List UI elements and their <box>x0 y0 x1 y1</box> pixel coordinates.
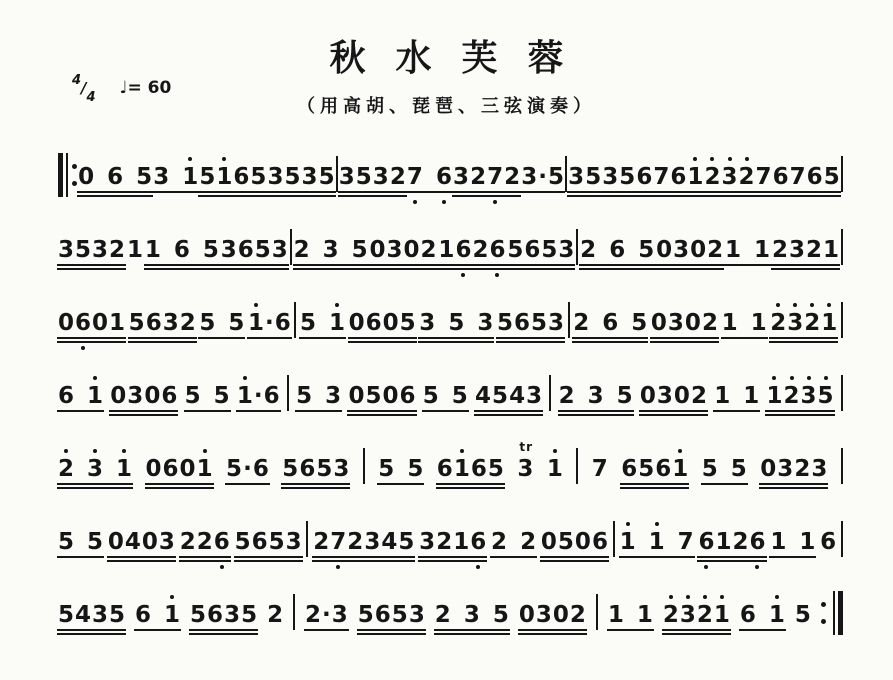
beam-underline <box>771 264 840 266</box>
beam-underline <box>220 268 289 270</box>
octave-dot-low <box>81 346 85 350</box>
note-group: 0 3 0 2 <box>656 237 723 263</box>
note-group: 0 3 0 6 <box>110 383 177 409</box>
note-group: 1 6 2 6 <box>438 237 505 263</box>
beam-underline <box>368 268 437 270</box>
beam-underline <box>639 410 708 412</box>
beam-underline <box>619 556 695 558</box>
note-group: 5 <box>794 601 811 628</box>
barline <box>576 229 578 265</box>
note-group: 5 6 3 2 <box>129 310 196 336</box>
beam-underline <box>769 556 816 558</box>
note-group: 7 <box>591 455 608 482</box>
note-group: 3 2 1 6 <box>419 529 486 555</box>
beam-underline <box>338 191 407 193</box>
score-line-1 <box>58 140 843 213</box>
beam-underline <box>765 410 834 412</box>
repeat-end-sign <box>821 591 843 635</box>
note-group: 5 6 5 3 <box>507 237 574 263</box>
note-group: 1 <box>126 236 143 263</box>
beam-underline <box>418 337 494 339</box>
beam-underline <box>635 195 704 197</box>
note-group: 6 1 <box>740 602 785 628</box>
beam-underline <box>347 410 416 412</box>
note-group: 2 3 5 <box>435 602 509 628</box>
beam-underline <box>655 264 724 266</box>
note-group: 5 5 <box>423 383 468 409</box>
beam-underline <box>406 191 453 193</box>
note-group: 5 1 6 5 <box>199 164 266 190</box>
note-group: 1 1 <box>714 383 759 409</box>
barline <box>576 448 578 484</box>
note-group: 5 5 <box>199 310 244 336</box>
octave-dot-high <box>775 595 779 599</box>
beam-underline <box>558 410 634 412</box>
note-group: 1 6 5 <box>145 237 219 263</box>
beam-underline <box>293 268 369 270</box>
octave-dot-high <box>553 449 557 453</box>
beam-underline <box>347 414 416 416</box>
beam-underline <box>77 191 153 193</box>
beam-underline <box>57 264 126 266</box>
beam-underline <box>452 191 521 193</box>
note-group: 2 3 1 <box>58 456 132 482</box>
octave-dot-high <box>669 595 673 599</box>
note-group: 2 3 2 1 <box>663 602 730 628</box>
octave-dot-high <box>655 522 659 526</box>
octave-dot-low <box>755 565 759 569</box>
beam-underline <box>713 410 760 412</box>
note-group: 1 <box>547 456 563 482</box>
beam-underline <box>348 341 417 343</box>
beam-underline <box>540 560 609 562</box>
beam-underline <box>281 487 350 489</box>
beam-underline <box>293 264 369 266</box>
octave-dot-high <box>710 157 714 161</box>
note-group: 1 · 6 <box>237 383 280 409</box>
barline <box>294 302 296 338</box>
octave-dot-high <box>790 376 794 380</box>
note-group: 5 1 <box>300 310 345 336</box>
octave-dot-high <box>776 303 780 307</box>
note-group: 2 <box>267 601 284 628</box>
beam-underline <box>107 556 176 558</box>
barline <box>363 448 365 484</box>
beam-underline <box>198 191 267 193</box>
beam-underline <box>368 264 437 266</box>
beam-underline <box>198 337 245 339</box>
beam-underline <box>57 268 126 270</box>
beam-underline <box>225 483 270 485</box>
note-group: 2 3 2 7 <box>704 164 771 190</box>
beam-underline <box>107 560 176 562</box>
octave-dot-high <box>222 157 226 161</box>
beam-underline <box>721 337 768 339</box>
beam-underline <box>247 337 292 339</box>
barline <box>290 229 292 265</box>
beam-underline <box>57 483 133 485</box>
octave-dot-low <box>336 565 340 569</box>
beam-underline <box>759 487 828 489</box>
note-group: 5 6 5 3 <box>282 456 349 482</box>
beam-underline <box>152 191 199 193</box>
beam-underline <box>128 341 197 343</box>
barline <box>293 594 295 630</box>
beam-underline <box>650 337 719 339</box>
beam-underline <box>377 483 424 485</box>
beam-underline <box>267 195 336 197</box>
repeat-start-sign <box>58 153 77 197</box>
beam-underline <box>474 414 543 416</box>
beam-underline <box>220 264 289 266</box>
barline <box>841 375 843 411</box>
note-group: 0 5 0 6 <box>541 529 608 555</box>
beam-underline <box>772 195 841 197</box>
score-line-7 <box>58 578 843 651</box>
octave-dot-low <box>413 200 417 204</box>
score <box>58 140 843 651</box>
beam-underline <box>348 337 417 339</box>
octave-dot-high <box>188 157 192 161</box>
beam-underline <box>418 560 487 562</box>
note-group: 6 7 6 1 <box>636 164 703 190</box>
note-group: 3 6 5 3 <box>221 237 288 263</box>
score-line-3 <box>58 286 843 359</box>
octave-dot-high <box>703 595 707 599</box>
note-group: 2 6 5 <box>580 237 654 263</box>
note-group: 2 6 5 <box>573 310 647 336</box>
instrumentation-note: （用高胡、琵琶、三弦演奏） <box>297 96 596 117</box>
note-group: 6 5 6 1 <box>621 456 688 482</box>
beam-underline <box>703 191 772 193</box>
octave-dot-high <box>720 595 724 599</box>
beam-underline <box>572 341 648 343</box>
note-group: 1 1 <box>722 310 767 336</box>
beam-underline <box>422 410 469 412</box>
note-group: 1 2 3 5 <box>766 383 833 409</box>
note-group: 3 5 3 5 <box>268 164 335 190</box>
beam-underline <box>635 191 704 193</box>
beam-underline <box>57 487 133 489</box>
beam-underline <box>312 560 415 562</box>
note-group: 2 · 3 <box>305 602 348 628</box>
octave-dot-high <box>824 376 828 380</box>
beam-underline <box>134 629 181 631</box>
note-group: 3 2 7 2 <box>453 164 520 190</box>
note-group: 6 1 6 5 <box>437 456 504 482</box>
note-group: 7 6 <box>407 164 452 190</box>
beam-underline <box>639 414 708 416</box>
beam-underline <box>281 483 350 485</box>
octave-dot-low <box>461 273 465 277</box>
beam-underline <box>567 191 636 193</box>
note-group: 6 1 <box>58 383 103 409</box>
beam-underline <box>703 195 772 197</box>
beam-underline <box>304 629 349 631</box>
octave-dot-high <box>693 157 697 161</box>
note-group: 0 4 0 3 <box>108 529 175 555</box>
note-group: 1 1 <box>770 529 815 555</box>
note-group: 2 3 5 <box>559 383 633 409</box>
beam-underline <box>357 629 426 631</box>
note-group: 0 3 0 2 <box>640 383 707 409</box>
note-group: 1 1 <box>725 237 770 263</box>
beam-underline <box>436 487 505 489</box>
note-group: 0 3 2 3 <box>760 456 827 482</box>
beam-underline <box>579 264 655 266</box>
beam-underline <box>771 268 840 270</box>
beam-underline <box>769 341 838 343</box>
octave-dot-low <box>704 565 708 569</box>
beam-underline <box>724 264 771 266</box>
note-group: 0 3 0 2 <box>519 602 586 628</box>
barline <box>841 521 843 557</box>
beam-underline <box>490 556 537 558</box>
beam-underline <box>518 629 587 631</box>
note-group: 0 6 0 1 <box>146 456 213 482</box>
tempo-label: ♩= 60 <box>119 78 172 98</box>
octave-dot-high <box>827 303 831 307</box>
beam-underline <box>701 483 748 485</box>
score-line-4 <box>58 359 843 432</box>
note-group: 5 4 3 5 <box>58 602 125 628</box>
note-group: 5 6 5 3 <box>235 529 302 555</box>
beam-underline <box>607 629 654 631</box>
note-group: 6 1 2 6 <box>698 529 765 555</box>
beam-underline <box>518 633 587 635</box>
note-group: 5 5 <box>378 456 423 482</box>
note-group: 6 1 <box>135 602 180 628</box>
note-group: 5 5 <box>702 456 747 482</box>
beam-underline <box>772 191 841 193</box>
time-signature: $^4/_4$ <box>72 73 96 105</box>
beam-underline <box>620 483 689 485</box>
octave-dot-high <box>793 303 797 307</box>
beam-underline <box>234 560 303 562</box>
barline <box>841 302 843 338</box>
beam-underline <box>57 629 126 631</box>
octave-dot-high <box>170 595 174 599</box>
note-group: tr 3 <box>517 439 534 482</box>
octave-dot-high <box>686 595 690 599</box>
octave-dot-low <box>495 273 499 277</box>
beam-underline <box>145 487 214 489</box>
note-group: 5 · 6 <box>226 456 269 482</box>
beam-underline <box>184 410 231 412</box>
note-group: 5 6 3 5 <box>190 602 257 628</box>
score-line-6 <box>58 505 843 578</box>
barline <box>306 521 308 557</box>
beam-underline <box>189 629 258 631</box>
beam-underline <box>506 268 575 270</box>
beam-underline <box>572 337 648 339</box>
octave-dot-high <box>460 449 464 453</box>
octave-dot-high <box>93 376 97 380</box>
barline <box>841 448 843 484</box>
note-group: 2 2 <box>491 529 536 555</box>
note-group: 2 2 6 <box>180 529 230 555</box>
beam-underline <box>662 629 731 631</box>
beam-underline <box>434 629 510 631</box>
beam-underline <box>198 195 267 197</box>
beam-underline <box>236 410 281 412</box>
note-group: 2 7 2 3 4 5 <box>313 529 414 555</box>
beam-underline <box>418 341 494 343</box>
note-group: 1 1 <box>608 602 653 628</box>
beam-underline <box>57 633 126 635</box>
barline <box>841 229 843 265</box>
octave-dot-high <box>203 449 207 453</box>
score-line-2 <box>58 213 843 286</box>
beam-underline <box>558 414 634 416</box>
beam-underline <box>474 410 543 412</box>
note-group: 3 5 3 <box>419 310 493 336</box>
octave-dot-high <box>64 449 68 453</box>
beam-underline <box>437 268 506 270</box>
beam-underline <box>179 556 231 558</box>
barline <box>613 521 615 557</box>
beam-underline <box>189 633 258 635</box>
note-group: 3 1 <box>153 164 198 190</box>
beam-underline <box>145 483 214 485</box>
beam-underline <box>234 556 303 558</box>
beam-underline <box>109 414 178 416</box>
beam-underline <box>434 633 510 635</box>
note-group: 0 3 0 2 <box>369 237 436 263</box>
beam-underline <box>655 268 724 270</box>
beam-underline <box>128 337 197 339</box>
note-group: 3 5 3 5 <box>568 164 635 190</box>
score-line-5 <box>58 432 843 505</box>
beam-underline <box>506 264 575 266</box>
beam-underline <box>57 341 126 343</box>
beam-underline <box>769 337 838 339</box>
octave-dot-high <box>93 449 97 453</box>
note-group: 2 3 2 1 <box>772 237 839 263</box>
beam-underline <box>77 195 153 197</box>
beam-underline <box>759 483 828 485</box>
beam-underline <box>662 633 731 635</box>
note-group: 0 6 0 1 <box>58 310 125 336</box>
beam-underline <box>436 483 505 485</box>
octave-dot-high <box>626 522 630 526</box>
beam-underline <box>57 410 104 412</box>
note-group: 2 3 2 1 <box>770 310 837 336</box>
beam-underline <box>57 556 104 558</box>
beam-underline <box>179 560 231 562</box>
octave-dot-high <box>810 303 814 307</box>
page-title: 秋水芙蓉 <box>329 37 594 79</box>
beam-underline <box>357 633 426 635</box>
octave-dot-low <box>442 200 446 204</box>
beam-underline <box>579 268 655 270</box>
octave-dot-high <box>122 449 126 453</box>
beam-underline <box>496 337 565 339</box>
beam-underline <box>567 195 636 197</box>
beam-underline <box>697 560 766 562</box>
note-group: 0 6 0 5 <box>349 310 416 336</box>
octave-dot-low <box>493 200 497 204</box>
beam-underline <box>295 410 342 412</box>
beam-underline <box>620 487 689 489</box>
beam-underline <box>650 341 719 343</box>
note-group: 6 <box>820 528 837 555</box>
beam-underline <box>520 191 565 193</box>
note-group: 3 5 3 2 <box>58 237 125 263</box>
note-group: 3 5 3 2 <box>339 164 406 190</box>
barline <box>596 594 598 630</box>
beam-underline <box>452 195 521 197</box>
note-group: 3 · 5 <box>521 164 564 190</box>
note-group: 1 · 6 <box>248 310 291 336</box>
trill-mark: tr <box>519 439 533 454</box>
note-group: 5 5 <box>58 529 103 555</box>
beam-underline <box>540 556 609 558</box>
beam-underline <box>418 556 487 558</box>
octave-dot-high <box>772 376 776 380</box>
octave-dot-high <box>243 376 247 380</box>
beam-underline <box>57 337 126 339</box>
beam-underline <box>109 410 178 412</box>
note-group: 6 7 6 5 <box>773 164 840 190</box>
beam-underline <box>267 191 336 193</box>
note-group: 5 6 5 3 <box>497 310 564 336</box>
octave-dot-low <box>220 565 224 569</box>
octave-dot-high <box>678 449 682 453</box>
note-group: 0 5 0 6 <box>348 383 415 409</box>
beam-underline <box>312 556 415 558</box>
note-group: 0 3 0 2 <box>651 310 718 336</box>
beam-underline <box>697 556 766 558</box>
beam-underline <box>144 268 220 270</box>
barline <box>336 156 338 192</box>
note-group: 5 6 5 3 <box>358 602 425 628</box>
note-group: 2 3 5 <box>294 237 368 263</box>
octave-dot-high <box>728 157 732 161</box>
octave-dot-high <box>254 303 258 307</box>
beam-underline <box>437 264 506 266</box>
note-group: 0 6 5 <box>78 164 152 190</box>
octave-dot-high <box>807 376 811 380</box>
beam-underline <box>765 414 834 416</box>
octave-dot-high <box>745 157 749 161</box>
barline <box>287 375 289 411</box>
note-group: 1 1 7 <box>620 529 694 555</box>
beam-underline <box>338 195 407 197</box>
note-group: 5 3 <box>296 383 341 409</box>
octave-dot-low <box>476 565 480 569</box>
beam-underline <box>739 629 786 631</box>
barline <box>565 156 567 192</box>
barline <box>841 156 843 192</box>
note-group: 5 5 <box>185 383 230 409</box>
beam-underline <box>496 341 565 343</box>
barline <box>568 302 570 338</box>
beam-underline <box>299 337 346 339</box>
note-group: 4 5 4 3 <box>475 383 542 409</box>
beam-underline <box>144 264 220 266</box>
barline <box>549 375 551 411</box>
octave-dot-high <box>335 303 339 307</box>
